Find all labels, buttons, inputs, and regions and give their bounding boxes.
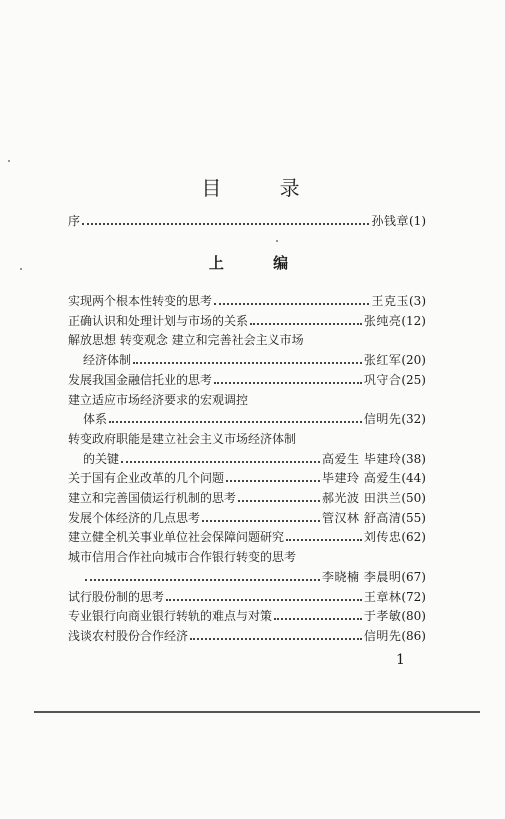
leader-dots (166, 599, 362, 601)
entry-title: 建立适应市场经济要求的宏观调控 (68, 393, 249, 407)
entry-author: 于孝敏 (363, 609, 402, 623)
entry-title: 试行股份制的思考 (68, 590, 165, 604)
entry-author: 张红军 (363, 353, 402, 367)
leader-dots (286, 539, 362, 541)
entry-page: (55) (401, 511, 426, 525)
leader-dots (190, 638, 362, 640)
entry-title: 的关键 (83, 452, 120, 466)
entry-title: 浅谈农村股份合作经济 (68, 629, 189, 643)
entry-title: 转变政府职能是建立社会主义市场经济体制 (68, 432, 297, 446)
entry-author: 毕建玲 高爱生 (322, 471, 402, 485)
entry-page: (62) (401, 530, 426, 544)
toc-entry (83, 351, 426, 370)
entry-author: 信明先 (363, 412, 402, 426)
entry-title: 经济体制 (83, 353, 132, 367)
toc-title: 目 录 (201, 176, 326, 200)
entry-page: (3) (409, 294, 426, 308)
entry-author: 巩守合 (363, 373, 402, 387)
entry-author: 刘传忠 (363, 530, 402, 544)
leader-dots (250, 323, 362, 325)
bottom-rule (34, 711, 480, 713)
toc-entry-preface (68, 212, 426, 231)
entry-page: (50) (401, 491, 426, 505)
leader-dots (133, 362, 362, 364)
toc-entry (68, 331, 368, 350)
toc-entry (68, 607, 426, 626)
toc-entry (68, 371, 426, 390)
leader-dots (238, 500, 320, 502)
leader-dots (202, 520, 320, 522)
entry-author: 信明先 (363, 629, 402, 643)
leader-dots (214, 303, 369, 305)
entry-title: 实现两个根本性转变的思考 (68, 294, 213, 308)
section-heading: 上 编 (208, 254, 311, 272)
leader-dots (121, 461, 320, 463)
entry-title: 发展个体经济的几点思考 (68, 511, 201, 525)
entry-author: 高爱生 毕建玲 (322, 452, 402, 466)
toc-entry (68, 430, 368, 449)
toc-entry (83, 568, 426, 587)
toc-entry (68, 528, 426, 547)
toc-entry (68, 312, 426, 331)
entry-page: (12) (401, 314, 426, 328)
entry-title: 正确认识和处理计划与市场的关系 (68, 314, 249, 328)
entry-page: (20) (401, 353, 426, 367)
entry-author: 李晓楠 李晨明 (322, 570, 402, 584)
leader-dots (82, 223, 369, 225)
toc-entry (68, 588, 426, 607)
entry-page: (1) (409, 214, 426, 228)
entry-author: 张纯亮 (363, 314, 402, 328)
entry-page: (25) (401, 373, 426, 387)
entry-author: 王克玉 (371, 294, 409, 308)
toc-entry (68, 627, 426, 646)
toc-entry (83, 450, 426, 469)
entry-title: 关于国有企业改革的几个问题 (68, 471, 225, 485)
toc-entry (68, 292, 426, 311)
scan-speck (8, 160, 10, 162)
toc-entry (68, 548, 368, 567)
toc-entry (68, 391, 368, 410)
scan-speck (20, 268, 22, 270)
entry-page: (32) (401, 412, 426, 426)
leader-dots (214, 382, 362, 384)
scan-speck (276, 240, 278, 242)
entry-title: 解放思想 转变观念 建立和完善社会主义市场 (68, 333, 304, 347)
leader-dots (226, 480, 320, 482)
entry-title: 专业银行向商业银行转轨的难点与对策 (68, 609, 273, 623)
entry-page: (72) (401, 590, 426, 604)
entry-title: 建立和完善国债运行机制的思考 (68, 491, 237, 505)
entry-title: 城市信用合作社向城市合作银行转变的思考 (68, 550, 297, 564)
entry-author: 孙钱章 (371, 214, 409, 228)
entry-title: 建立健全机关事业单位社会保障问题研究 (68, 530, 285, 544)
entry-author: 管汉林 舒高清 (322, 511, 402, 525)
toc-entry (68, 509, 426, 528)
toc-entry (68, 489, 426, 508)
page-number: 1 (396, 652, 405, 668)
leader-dots (85, 579, 320, 581)
entry-page: (44) (401, 471, 426, 485)
leader-dots (109, 421, 362, 423)
entry-title: 体系 (83, 412, 108, 426)
entry-title: 发展我国金融信托业的思考 (68, 373, 213, 387)
toc-entry (83, 410, 426, 429)
entry-author: 郝光波 田洪兰 (322, 491, 402, 505)
leader-dots (274, 618, 362, 620)
entry-page: (86) (401, 629, 426, 643)
entry-page: (67) (401, 570, 426, 584)
toc-entry (68, 469, 426, 488)
entry-title: 序 (68, 214, 81, 228)
entry-author: 王章林 (363, 590, 402, 604)
entry-page: (38) (401, 452, 426, 466)
entry-page: (80) (401, 609, 426, 623)
